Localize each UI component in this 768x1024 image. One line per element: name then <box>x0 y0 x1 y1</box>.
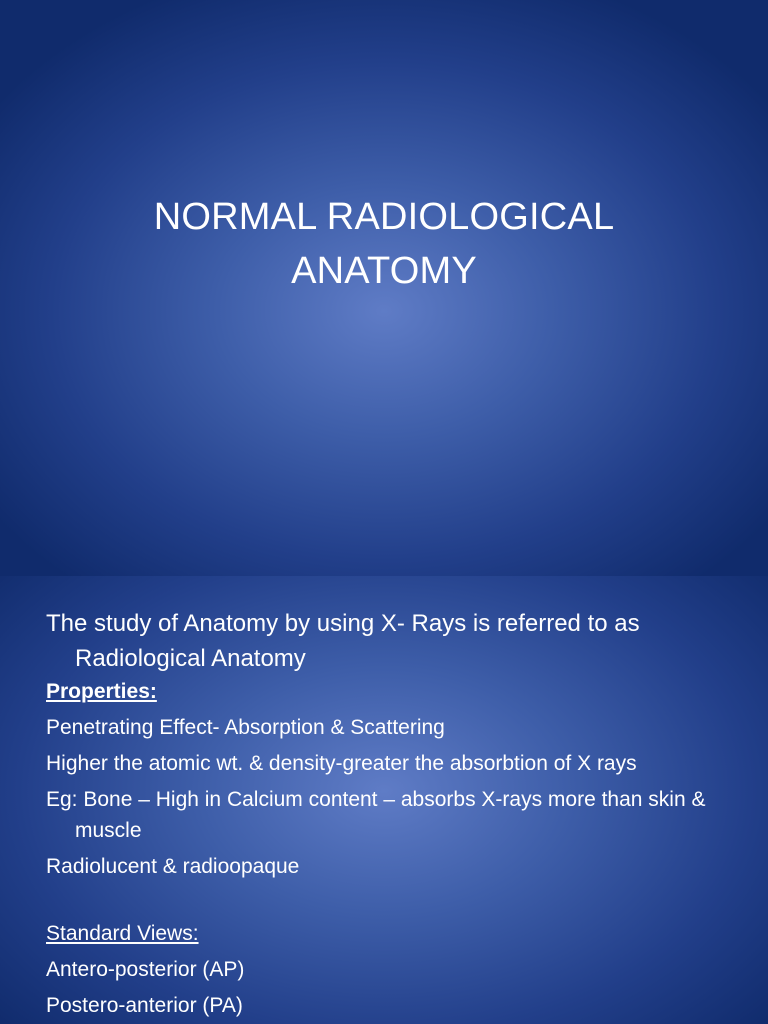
view-item: Postero-anterior (PA) <box>46 994 243 1017</box>
properties-heading: Properties: <box>46 680 157 703</box>
property-item: Eg: Bone – High in Calcium content – absorbs X-rays more than skin & muscle <box>46 788 706 842</box>
slide-body <box>46 606 736 1024</box>
property-item: Penetrating Effect- Absorption & Scattering <box>46 716 445 739</box>
view-item: Antero-posterior (AP) <box>46 958 245 981</box>
views-heading: Standard Views: <box>46 922 199 945</box>
slide-title <box>0 190 768 298</box>
intro-paragraph: The study of Anatomy by using X- Rays is referred to as Radiological Anatomy <box>46 610 640 672</box>
property-item: Higher the atomic wt. & density-greater the absorbtion of X rays <box>46 752 637 775</box>
spacer <box>46 887 736 918</box>
title-line-2: ANATOMY <box>291 250 477 292</box>
property-item: Radiolucent & radioopaque <box>46 855 300 878</box>
title-line-1: NORMAL RADIOLOGICAL <box>153 196 615 238</box>
content-slide <box>0 576 768 1024</box>
